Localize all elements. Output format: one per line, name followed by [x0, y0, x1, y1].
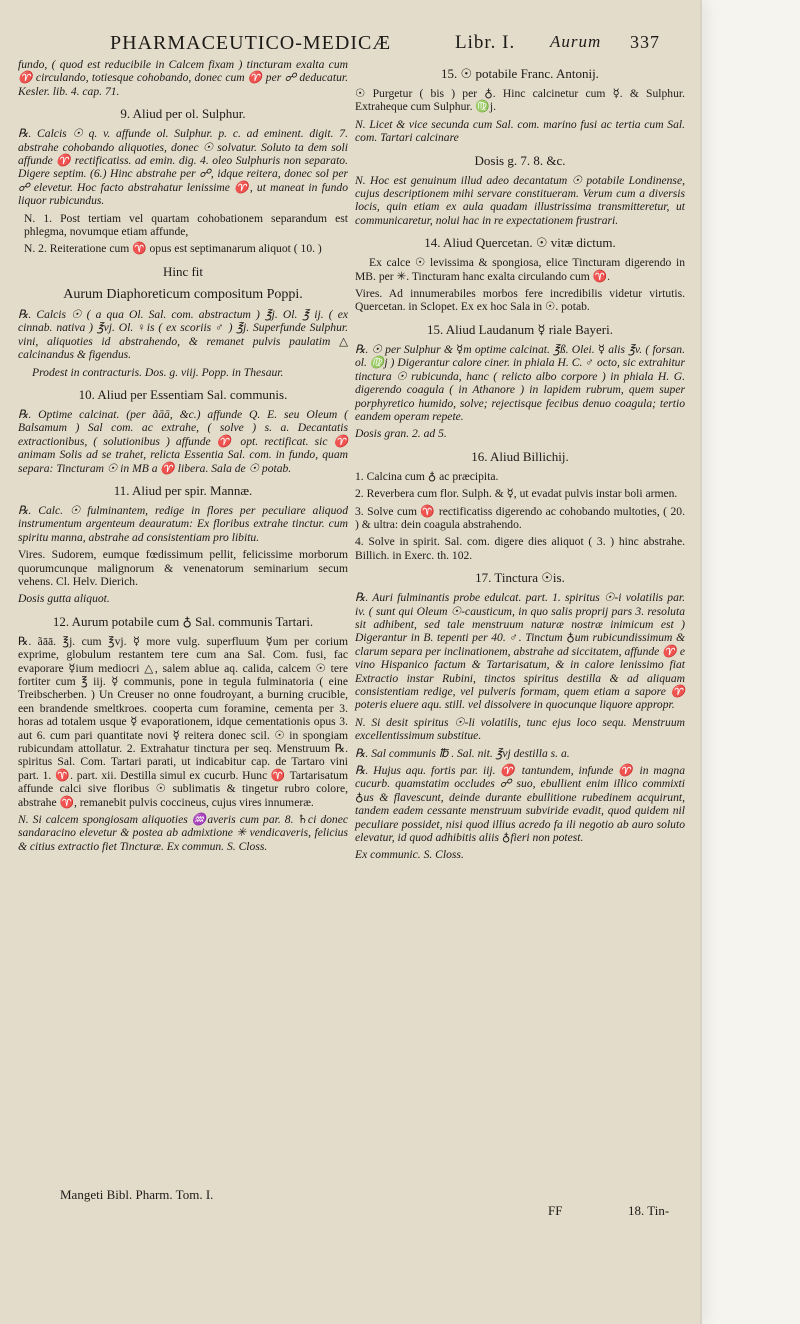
- right-column: [355, 58, 685, 866]
- left-paragraph: ℞. Calcis ☉ ( a qua Ol. Sal. com. abstractum ) ℥j. Ol. ℥ ij. ( ex cinnab. nativa ) ℥vj. Ol. ♀is ( ex scoriis ♂ ) ℥j. Superfunde Sulphur. vini, aliquoties id abstrahendo, & remanet pulvis paulatim △ calcinandus & figendus.: [18, 307, 348, 362]
- left-paragraph: N. Si calcem spongiosam aliquoties ♒averis cum par. 8. ♄ci donec sandaracino elevetur & postea ab admixtione ✳ vendicaveris, felicius & citius extractio fiet Tincturæ. Ex commun. S. Closs.: [18, 813, 348, 853]
- right-paragraph: 2. Reverbera cum flor. Sulph. & ☿, ut evadat pulvis instar boli armen.: [355, 487, 678, 501]
- book-number: Libr. I.: [455, 32, 516, 53]
- right-heading: Dosis g. 7. 8. &c.: [474, 152, 566, 168]
- left-paragraph: ℞. Optime calcinat. (per ãāā, &c.) affunde Q. E. seu Oleum ( Balsamum ) Sal com. ac extrahe, ( solve ) s. a. Decantatis extractionibus, ( solutionibus ) affunde ♈ opt. rectificat. sic ♈ animam Solis ad se trahet, relicta Essentia Sal. com. in fundo, quam separa: Tincturam ☉ in MB a ♈ libera. Sala de ☉ potab.: [18, 407, 348, 475]
- left-heading: 11. Aliud per spir. Mannæ.: [113, 482, 253, 498]
- catchword-right: 18. Tin-: [628, 1203, 670, 1218]
- left-heading: 9. Aliud per ol. Sulphur.: [120, 106, 246, 122]
- left-column: [18, 58, 348, 857]
- right-paragraph: Ex calce ☉ levissima & spongiosa, elice Tincturam digerendo in MB. per ✳. Tincturam hanc exalta circulando cum ♈.: [355, 256, 685, 283]
- left-heading: Hinc fit: [162, 263, 204, 279]
- left-paragraph: fundo, ( quod est reducibile in Calcem fixam ) tincturam exalta cum ♈ circulando, totiesque cohobando, donec cum ♈ per ☍ deducatur. Kesler. lib. 4. cap. 71.: [18, 58, 348, 98]
- right-heading: 15. ☉ potabile Franc. Antonij.: [441, 66, 599, 81]
- left-paragraph: Vires. Sudorem, eumque fœdissimum pellit, felicissime morborum quorumcunque malignorum & venenatorum seminarium secum vehens. Cl. Helv. Dierich.: [18, 548, 348, 588]
- right-paragraph: Dosis gran. 2. ad 5.: [355, 427, 447, 441]
- right-paragraph: ☉ Purgetur ( bis ) per ♁. Hinc calcinetur cum ☿. & Sulphur. Extraheque cum Sulphur. ♍j.: [355, 87, 685, 114]
- right-paragraph: Vires. Ad innumerabiles morbos fere incredibilis videtur virtutis. Quercetan. in Sclopet. Ex ex hoc Sala in ☉. potab.: [355, 287, 685, 314]
- section-title: Aurum: [550, 32, 602, 51]
- left-paragraph: N. 2. Reiteratione cum ♈ opus est septimanarum aliquot ( 10. ): [24, 242, 322, 256]
- right-heading: 14. Aliud Quercetan. ☉ vitæ dictum.: [424, 235, 616, 251]
- left-paragraph: ℞. Calcis ☉ q. v. affunde ol. Sulphur. p. c. ad eminent. digit. 7. abstrahe cohobando aliquoties, donec ☉ solvatur. Soluto ta dem soli affunde ♈ rectificatiss. ad emin. dig. 4. oleo Sulphuris non separato. Digere septim. (6.) Hinc abstrahe per ☍, idque reitera, donec sol per ☍ elevetur. Hoc facto abstrahatur lenissime ♈, ut maneat in fundo liquor rubicundus.: [18, 127, 348, 208]
- left-paragraph: ℞. Calc. ☉ fulminantem, redige in flores per peculiare aliquod instrumentum argenteum deauratum: Ex floribus extrahe tinctur. cum spiritu manna, abstrahe ad consistentiam pro libitu.: [18, 503, 348, 544]
- right-paragraph: 1. Calcina cum ♁ ac præcipita.: [355, 469, 499, 483]
- page-header: [110, 30, 680, 60]
- right-paragraph: 3. Solve cum ♈ rectificatiss digerendo ac cohobando multoties, ( 20. ) & ultra: dein coagula abstrahendo.: [355, 504, 685, 531]
- right-heading: 17. Tinctura ☉is.: [475, 570, 565, 586]
- left-heading: 10. Aliud per Essentiam Sal. communis.: [78, 386, 288, 402]
- right-paragraph: ℞. Sal communis ℔ . Sal. nit. ℥vj destilla s. a.: [355, 746, 570, 760]
- right-paragraph: ℞. Hujus aqu. fortis par. iij. ♈ tantundem, infunde ♈ in magna cucurb. quamstatim occludes ☍ suo, ebullient enim illico commixti ♁us & flavescunt, deinde durante ebullitione rubedinem acquirunt, tandem eadem cessante menstruum subviride evadit, quod quidem nil peculiare possidet, nisi quod illius acredo fa ili negotio ab auro soluto elevatur, id quod adhibitis aliis ♁fieri non potest.: [355, 764, 685, 845]
- left-heading: Aurum Diaphoreticum compositum Poppi.: [63, 286, 303, 302]
- right-paragraph: N. Licet & vice secunda cum Sal. com. marino fusi ac tertia cum Sal. com. Tartari calcinare: [355, 117, 685, 145]
- left-paragraph: ℞. ãāā. ℥j. cum ℥vj. ☿ more vulg. superfluum ☿um per corium exprime, globulum restantem tere cum ana Sal. Com. fusi, fac evaporare ☿ium mediocri △, salem ablue aq. calida, calcem ☉ tere fortiter cum ℥ iij. ☿ communis, pone in tegula fulminatoria ( eine Treibscherben. ) Un Creuser no onne foudroyant, a burning crucible, een brandende smeltkroes. cooperta cum foramine, cementa per 3. horas ad totalem usque ☿ evaporationem, idque cementationis opus 3. aut 6. cum pari quantitate novi ☿ reitera donec scil. ☉ in spongiam rubicundam attollatur. 2. Extrahatur tinctura per seq. Menstruum ℞. spiritus Sal. Com. Tartari parati, ut indicabitur cap. de Tartaro vini part. 1. ♈. part. xii. Destilla simul ex cucurb. Hunc ♈ Tartarisatum affunde calci sive floribus ☉ sublimatis & tingetur rubro colore, abstrahe ♈, remanebit pulvis coccineus, cujus vires innumeræ.: [18, 634, 348, 809]
- left-paragraph: Dosis gutta aliquot.: [18, 592, 110, 606]
- running-head: PHARMACEUTICO-MEDICÆ: [110, 32, 392, 54]
- page-number: 337: [630, 32, 660, 52]
- page-edge: [700, 0, 702, 1324]
- left-paragraph: N. 1. Post tertiam vel quartam cohobationem separandum est phlegma, novumque etiam affunde,: [24, 211, 348, 239]
- right-paragraph: ℞. Auri fulminantis probe edulcat. part. 1. spiritus ☉-i volatilis par. iv. ( sunt qui Oleum ☉-causticum, in quo salis proprij pars 3. resoluta sit adhibent, sed tale menstruum naturæ nostræ inimicum est ) Digerantur in B. tepenti per 40. ♂. Tinctum ♁um rubicundissimum & clarum separa per inclinationem, abstrahe ad siccitatem, affunde ♈ e vino Hispanico factum & Tartarisatum, & in calore lenissimo fiat Extractio instar Rubini, tinctos spiritus destilla & ad aliquam consistentiam redige, vel pulveris formam, quem etiam a sapore ♈ poteris eluere aqu. still. vel dissolvere in quocunque liquore appropr.: [355, 591, 685, 712]
- left-heading: 12. Aurum potabile cum ♁ Sal. communis Tartari.: [52, 613, 314, 629]
- signature-mark: Mangeti Bibl. Pharm. Tom. I.: [60, 1187, 214, 1202]
- left-paragraph: Prodest in contracturis. Dos. g. viij. Popp. in Thesaur.: [32, 365, 284, 379]
- right-paragraph: 4. Solve in spirit. Sal. com. digere dies aliquot ( 3. ) hinc abstrahe. Billich. in Exerc. th. 102.: [355, 535, 685, 562]
- right-paragraph: N. Si desit spiritus ☉-li volatilis, tunc ejus loco sequ. Menstruum excellentissimum substitue.: [355, 715, 685, 743]
- right-paragraph: N. Hoc est genuinum illud adeo decantatum ☉ potabile Londinense, cujus descriptionem mihi servare constitueram. Verum cum a diversis locis, quin etiam ex aula quadam illustrissima transmitteretur, ut communicaretur, nolui hac in re expectationem frustrari.: [355, 173, 685, 227]
- right-heading: 15. Aliud Laudanum ☿ riale Bayeri.: [427, 321, 613, 337]
- right-heading: 16. Aliud Billichij.: [471, 448, 569, 464]
- right-paragraph: Ex communic. S. Closs.: [355, 848, 464, 862]
- catchword-left: FF: [548, 1203, 563, 1218]
- right-paragraph: ℞. ☉ per Sulphur & ☿m optime calcinat. ℥ß. Olei. ☿ alis ℥v. ( forsan. ol. ♍j ) Digerantur calore ciner. in phiala H. C. ♂ octo, sic extrahitur tinctura ☉ rubicunda, hanc ( relicto albo corpore ) in phiala H. G. digerendo coagula ( in Athanore ) in lapidem rubrum, quem super porphyretico humido, solve; rejectisque fecibus denuo coagula; tertio eandem operam repete.: [355, 342, 685, 423]
